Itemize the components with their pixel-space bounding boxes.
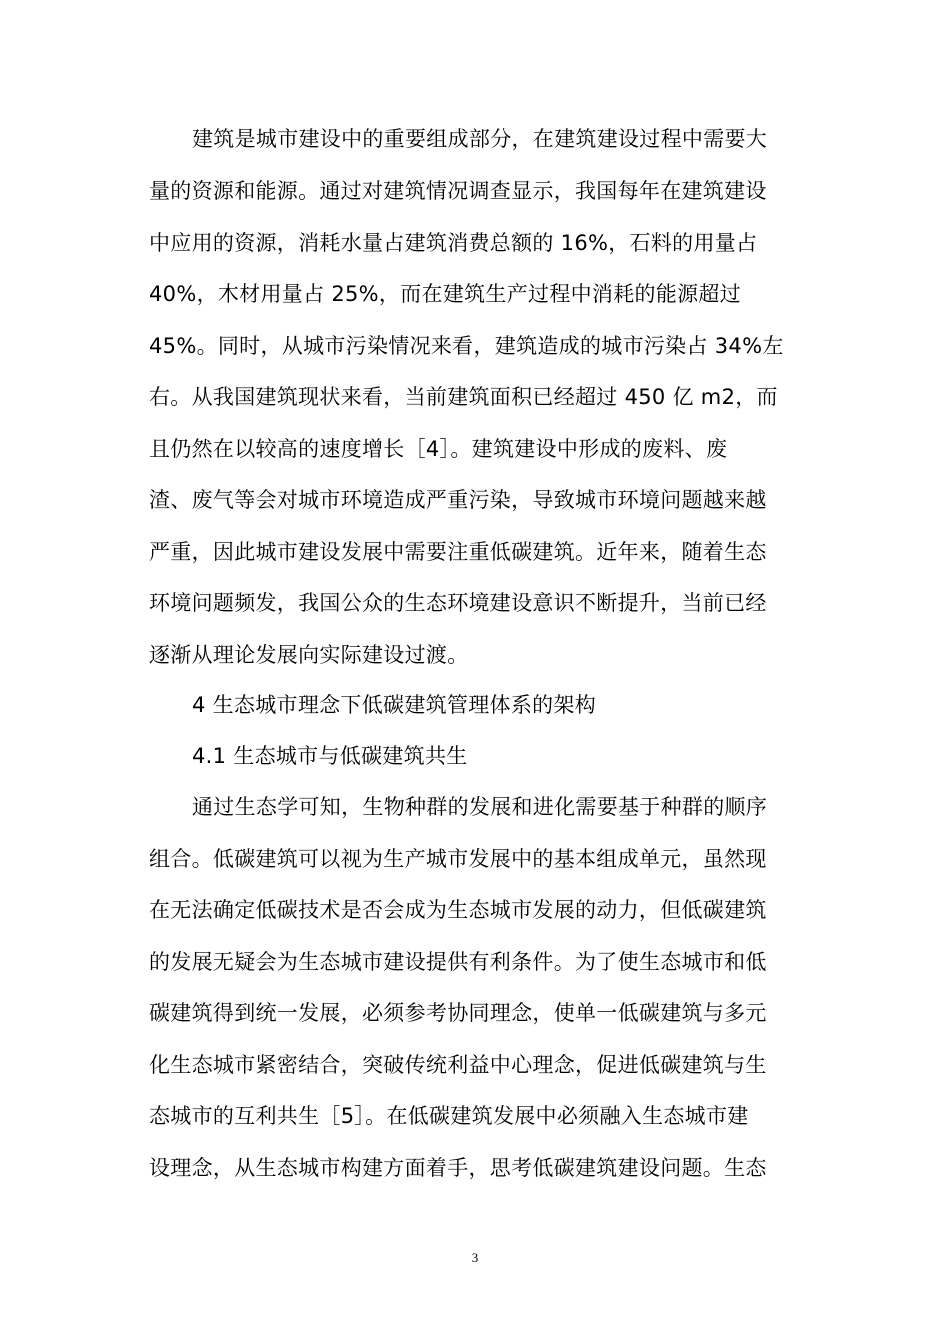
paragraph-1-line-2: 量的资源和能源。通过对建筑情况调查显示，我国每年在建筑建设 <box>149 179 767 203</box>
paragraph-2-line-5: 碳建筑得到统一发展，必须参考协同理念，使单一低碳建筑与多元 <box>149 1001 767 1025</box>
page-number: 3 <box>471 1250 479 1265</box>
paragraph-1-line-6: 右。从我国建筑现状来看，当前建筑面积已经超过 450 亿 m2，而 <box>149 385 778 409</box>
paragraph-2-line-1: 通过生态学可知，生物种群的发展和进化需要基于种群的顺序 <box>192 795 768 819</box>
paragraph-2-line-2: 组合。低碳建筑可以视为生产城市发展中的基本组成单元，虽然现 <box>149 847 767 871</box>
paragraph-1-line-5: 45%。同时，从城市污染情况来看，建筑造成的城市污染占 34%左 <box>149 334 784 358</box>
paragraph-2-line-3: 在无法确定低碳技术是否会成为生态城市发展的动力，但低碳建筑 <box>149 898 767 922</box>
paragraph-2-line-6: 化生态城市紧密结合，突破传统利益中心理念，促进低碳建筑与生 <box>149 1053 767 1077</box>
subsection-heading: 4.1 生态城市与低碳建筑共生 <box>192 744 468 768</box>
paragraph-1-line-11: 逐渐从理论发展向实际建设过渡。 <box>149 643 469 667</box>
paragraph-2-line-7: 态城市的互利共生［5］。在低碳建筑发展中必须融入生态城市建 <box>149 1104 749 1128</box>
paragraph-2-line-4: 的发展无疑会为生态城市建设提供有利条件。为了使生态城市和低 <box>149 950 767 974</box>
paragraph-1-line-1: 建筑是城市建设中的重要组成部分，在建筑建设过程中需要大 <box>192 127 768 151</box>
paragraph-1-line-4: 40%，木材用量占 25%，而在建筑生产过程中消耗的能源超过 <box>149 282 742 306</box>
paragraph-2-line-8: 设理念，从生态城市构建方面着手，思考低碳建筑建设问题。生态 <box>149 1156 767 1180</box>
paragraph-1-line-7: 且仍然在以较高的速度增长［4］。建筑建设中形成的废料、废 <box>149 437 728 461</box>
section-heading: 4 生态城市理念下低碳建筑管理体系的架构 <box>192 693 597 717</box>
paragraph-1-line-9: 严重，因此城市建设发展中需要注重低碳建筑。近年来，随着生态 <box>149 540 767 564</box>
paragraph-1-line-8: 渣、废气等会对城市环境造成严重污染，导致城市环境问题越来越 <box>149 488 767 512</box>
paragraph-1-line-3: 中应用的资源，消耗水量占建筑消费总额的 16%，石料的用量占 <box>149 231 758 255</box>
paragraph-1-line-10: 环境问题频发，我国公众的生态环境建设意识不断提升，当前已经 <box>149 591 767 615</box>
